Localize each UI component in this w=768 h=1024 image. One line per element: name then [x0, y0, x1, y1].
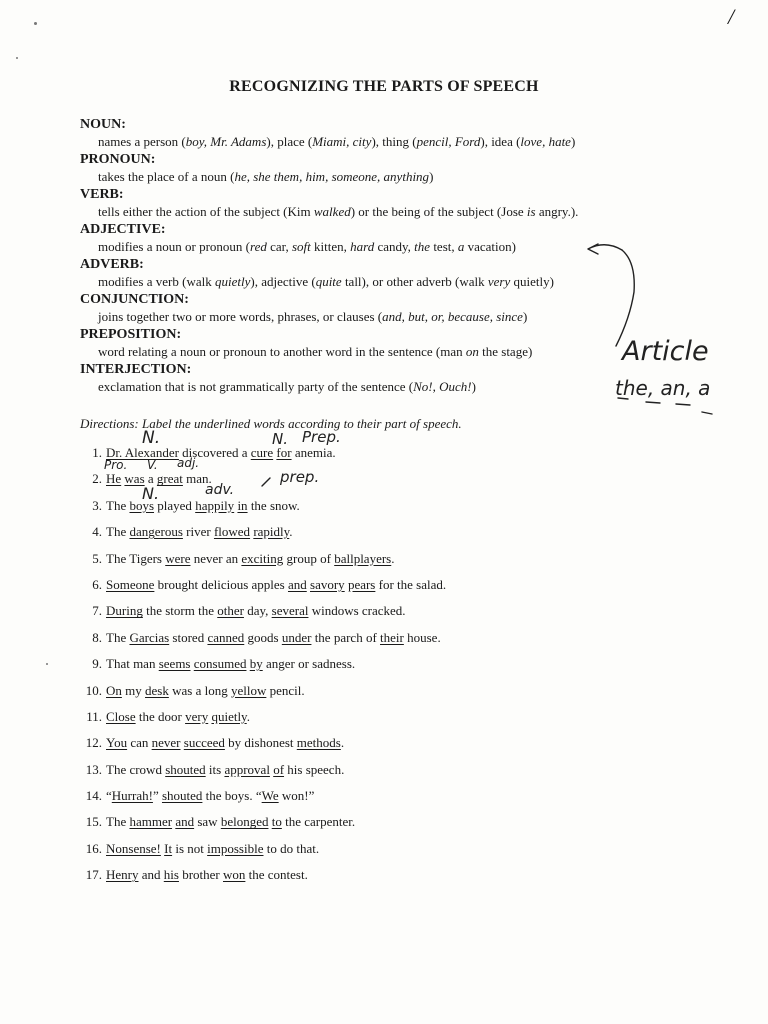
- item-segment: It: [164, 840, 173, 856]
- item-segment: is not: [172, 840, 208, 856]
- item-segment: the snow.: [247, 497, 300, 513]
- handwritten-article: Article: [622, 336, 709, 367]
- definition-term: PRONOUN:: [80, 152, 156, 167]
- item-segment: his: [163, 867, 179, 883]
- definition-segment: quietly): [510, 274, 554, 289]
- definition-term: ADVERB:: [80, 257, 144, 272]
- page-title: RECOGNIZING THE PARTS OF SPEECH: [229, 78, 539, 95]
- item-segment: and: [175, 814, 195, 830]
- item-segment: its: [205, 761, 225, 777]
- definition-segment: the: [414, 239, 431, 254]
- definition-segment: ): [429, 169, 434, 184]
- item-segment: won!”: [278, 788, 315, 804]
- item-segment: approval: [224, 761, 270, 777]
- item-segment: He: [106, 471, 122, 487]
- item-segment: was a long: [168, 682, 231, 698]
- item-segment: pencil.: [266, 682, 305, 698]
- item-number: 11.: [86, 708, 102, 724]
- definition-segment: exclamation that is not grammatically party of the sentence (: [98, 379, 414, 394]
- handwritten-label-1a: N.: [142, 428, 161, 448]
- item-number: 14.: [85, 788, 102, 804]
- item-segment: group of: [283, 550, 335, 566]
- item-segment: The: [106, 629, 130, 645]
- definition-segment: ), adjective (: [250, 274, 316, 289]
- scan-speck: [34, 22, 37, 25]
- definition-segment: ), place (: [266, 134, 313, 149]
- item-segment: to do that.: [263, 840, 320, 856]
- item-number: 1.: [92, 445, 102, 460]
- item-segment: .: [391, 550, 395, 566]
- item-segment: boys: [129, 497, 155, 513]
- definition-segment: soft: [291, 239, 311, 254]
- definition-segment: boy, Mr. Adams: [185, 134, 267, 149]
- item-segment: succeed: [183, 735, 225, 751]
- definition-term: PREPOSITION:: [80, 327, 182, 342]
- definition-term: ADJECTIVE:: [80, 222, 166, 237]
- item-segment: by: [249, 656, 263, 672]
- item-number: 6.: [92, 576, 102, 592]
- item-segment: great: [156, 471, 183, 487]
- definition-segment: modifies a noun or pronoun (: [98, 239, 251, 254]
- item-segment: the parch of: [311, 629, 381, 645]
- item-segment: Garcias: [129, 629, 170, 645]
- item-segment: several: [271, 603, 309, 619]
- handwritten-label-1b: N.: [272, 430, 288, 448]
- definition-term: CONJUNCTION:: [80, 292, 189, 307]
- item-segment: for: [276, 445, 292, 460]
- item-segment: Close: [106, 708, 136, 724]
- definition-segment: Miami, city: [312, 134, 372, 149]
- item-number: 16.: [85, 840, 102, 856]
- item-segment: The: [106, 497, 130, 513]
- item-segment: anemia.: [291, 445, 336, 460]
- item-segment: consumed: [193, 656, 247, 672]
- definition-segment: takes the place of a noun (: [98, 169, 235, 184]
- definition-segment: vacation): [464, 239, 516, 254]
- scan-speck: [46, 663, 48, 665]
- item-segment: brought delicious apples: [154, 576, 288, 592]
- item-segment: of: [273, 761, 285, 777]
- definition-segment: pencil, Ford: [416, 134, 481, 149]
- definition-segment: ): [570, 134, 576, 149]
- definition-term: INTERJECTION:: [80, 362, 192, 377]
- item-segment: The: [106, 524, 130, 540]
- definition-segment: tall), or other adverb (walk: [341, 274, 488, 289]
- item-segment: The Tigers: [106, 550, 166, 566]
- item-segment: the carpenter.: [281, 814, 356, 830]
- definition-segment: ), idea (: [480, 134, 521, 149]
- definition-segment: word relating a noun or pronoun to another word in the sentence (man: [98, 344, 466, 359]
- item-segment: discovered a: [178, 445, 251, 460]
- definition-segment: names a person (: [98, 134, 186, 149]
- definition-segment: ), thing (: [371, 134, 417, 149]
- item-segment: belonged: [220, 814, 269, 830]
- definition-segment: angry.).: [535, 204, 579, 219]
- item-segment: the door: [135, 708, 186, 724]
- handwritten-label-2d: prep.: [280, 468, 320, 486]
- item-segment: the contest.: [245, 867, 308, 883]
- item-segment: saw: [194, 814, 221, 830]
- definition-segment: walked: [313, 204, 351, 219]
- item-segment: under: [281, 629, 312, 645]
- definition-segment: very: [487, 274, 511, 289]
- item-segment: my: [121, 682, 146, 698]
- item-segment: savory: [310, 576, 345, 592]
- item-number: 15.: [85, 814, 102, 830]
- item-segment: day,: [243, 603, 272, 619]
- item-segment: his speech.: [284, 761, 345, 777]
- item-segment: ballplayers: [334, 550, 392, 566]
- item-segment: never: [151, 735, 181, 751]
- item-segment: house.: [403, 629, 441, 645]
- item-segment: a: [144, 471, 157, 487]
- definition-segment: candy,: [374, 239, 415, 254]
- item-number: 17.: [85, 867, 102, 883]
- corner-mark: /: [728, 4, 735, 29]
- item-segment: cure: [250, 445, 274, 460]
- item-segment: rapidly: [253, 524, 290, 540]
- item-number: 5.: [92, 550, 102, 566]
- item-segment: Nonsense!: [106, 840, 161, 856]
- item-segment: river: [182, 524, 214, 540]
- item-segment: The crowd: [106, 761, 166, 777]
- item-segment: their: [380, 629, 404, 645]
- item-segment: .: [246, 708, 250, 724]
- handwritten-label-2c: adj.: [177, 456, 200, 470]
- definition-segment: No!, Ouch!: [413, 379, 472, 394]
- item-segment: flowed: [213, 524, 251, 540]
- item-segment: won: [223, 867, 246, 883]
- item-segment: You: [106, 735, 128, 751]
- item-segment: and: [138, 867, 164, 883]
- item-segment: to: [271, 814, 282, 830]
- item-number: 12.: [85, 735, 102, 751]
- item-segment: stored: [169, 629, 208, 645]
- definition-segment: ): [471, 379, 476, 394]
- item-segment: The: [106, 814, 130, 830]
- item-number: 9.: [92, 656, 102, 672]
- item-number: 4.: [92, 524, 102, 540]
- item-segment: hammer: [129, 814, 173, 830]
- handwritten-article-list: the, an, a: [615, 376, 711, 400]
- definition-segment: a: [457, 239, 465, 254]
- definition-segment: ) or the being of the subject (Jose: [350, 204, 527, 219]
- item-segment: can: [127, 735, 152, 751]
- definition-segment: the stage): [478, 344, 533, 359]
- item-segment: desk: [145, 682, 169, 698]
- handwritten-label-2b: V.: [147, 458, 158, 472]
- definition-segment: is: [526, 204, 536, 219]
- item-segment: impossible: [207, 840, 264, 856]
- definition-segment: car,: [266, 239, 292, 254]
- definition-segment: red: [250, 239, 267, 254]
- item-number: 2.: [92, 471, 102, 487]
- item-segment: windows cracked.: [308, 603, 406, 619]
- item-segment: ”: [152, 788, 162, 804]
- handwritten-label-1c: Prep.: [302, 428, 341, 446]
- directions-text: Directions: Label the underlined words according to their part of speech.: [80, 416, 462, 431]
- item-segment: pears: [347, 576, 376, 592]
- item-segment: shouted: [161, 788, 203, 804]
- item-segment: the boys. “: [202, 788, 262, 804]
- definition-segment: love, hate: [520, 134, 571, 149]
- definition-segment: test,: [430, 239, 458, 254]
- item-segment: the storm the: [142, 603, 218, 619]
- definition-segment: on: [465, 344, 479, 359]
- item-segment: happily: [195, 497, 235, 513]
- item-segment: anger or sadness.: [262, 656, 356, 672]
- scan-speck: [16, 57, 18, 59]
- item-number: 7.: [92, 603, 102, 619]
- item-segment: played: [154, 497, 196, 513]
- item-segment: During: [106, 603, 143, 619]
- item-segment: goods: [244, 629, 282, 645]
- handwritten-label-3a: N.: [142, 484, 160, 503]
- item-segment: very: [185, 708, 209, 724]
- definition-segment: modifies a verb (walk: [98, 274, 215, 289]
- item-segment: was: [124, 471, 145, 487]
- item-segment: “: [106, 788, 112, 804]
- item-segment: seems: [158, 656, 191, 672]
- item-segment: dangerous: [129, 524, 183, 540]
- item-segment: That man: [106, 656, 159, 672]
- item-segment: canned: [207, 629, 245, 645]
- item-segment: exciting: [241, 550, 284, 566]
- item-number: 10.: [85, 682, 102, 698]
- item-segment: Hurrah!: [111, 788, 153, 804]
- item-segment: for the salad.: [375, 576, 447, 592]
- definition-segment: joins together two or more words, phrases, or clauses (: [98, 309, 383, 324]
- definition-segment: hard: [350, 239, 375, 254]
- item-segment: never an: [190, 550, 242, 566]
- definition-term: VERB:: [80, 187, 124, 202]
- handwritten-label-2a: Pro.: [104, 458, 128, 472]
- definition-segment: quietly: [214, 274, 251, 289]
- item-segment: man.: [182, 471, 212, 487]
- item-segment: and: [287, 576, 307, 592]
- item-segment: methods: [296, 735, 341, 751]
- definition-segment: he, she them, him, someone, anything: [234, 169, 430, 184]
- item-segment: .: [340, 735, 345, 751]
- definition-segment: tells either the action of the subject (Kim: [98, 204, 314, 219]
- definition-segment: quite: [315, 274, 342, 289]
- item-segment: yellow: [230, 682, 267, 698]
- item-segment: other: [217, 603, 244, 619]
- item-segment: Henry: [106, 867, 139, 883]
- item-segment: .: [289, 524, 293, 540]
- item-number: 3.: [92, 497, 102, 513]
- item-segment: in: [237, 497, 248, 513]
- item-number: 8.: [92, 629, 102, 645]
- item-segment: brother: [178, 867, 223, 883]
- item-segment: On: [106, 682, 122, 698]
- item-segment: Someone: [106, 576, 155, 592]
- definition-segment: ): [522, 309, 528, 324]
- definition-term: NOUN:: [80, 117, 126, 132]
- handwritten-label-3b: adv.: [205, 482, 235, 498]
- item-segment: by dishonest: [224, 735, 297, 751]
- item-segment: quietly: [211, 708, 247, 724]
- item-segment: Dr. Alexander: [106, 445, 179, 460]
- item-segment: shouted: [165, 761, 206, 777]
- item-number: 13.: [85, 761, 102, 777]
- item-segment: were: [165, 550, 191, 566]
- definition-segment: kitten,: [310, 239, 351, 254]
- item-segment: We: [261, 788, 279, 804]
- definition-segment: and, but, or, because, since: [382, 309, 523, 324]
